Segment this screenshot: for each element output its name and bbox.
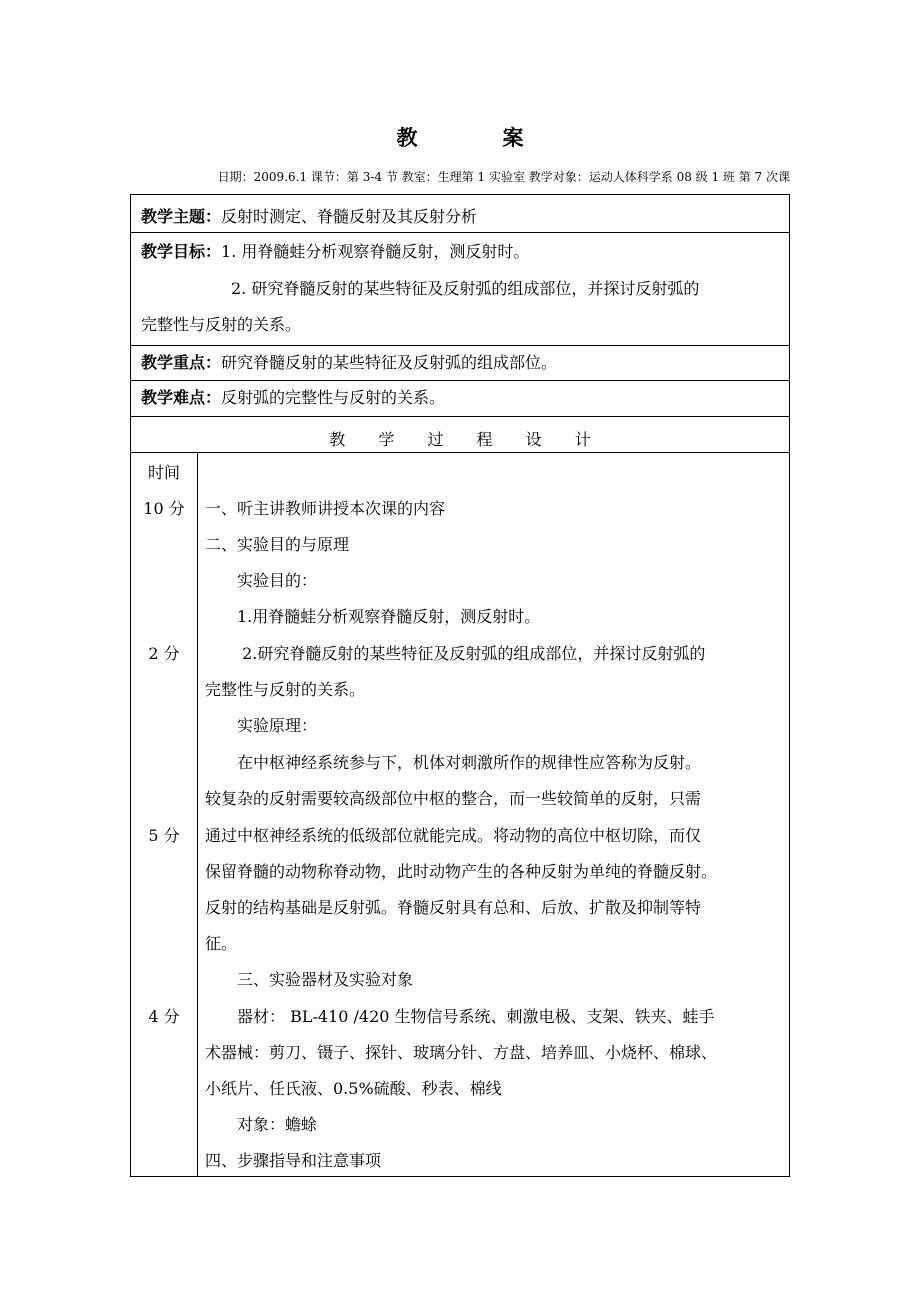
content-line: 三、实验器材及实验对象 xyxy=(205,970,414,989)
process-title: 教 学 过 程 设 计 xyxy=(329,430,605,449)
goals-line2: 2. 研究脊髓反射的某些特征及反射弧的组成部位，并探讨反射弧的 xyxy=(231,279,700,298)
document-title: 教 案 xyxy=(396,126,556,150)
content-line: 在中枢神经系统参与下，机体对刺激所作的规律性应答称为反射。 xyxy=(205,753,702,772)
goals-row xyxy=(141,240,529,264)
content-line: 完整性与反射的关系。 xyxy=(205,680,366,699)
lesson-plan-table xyxy=(130,194,790,1177)
divider xyxy=(131,452,789,453)
divider xyxy=(131,232,789,233)
goals-label: 教学目标： xyxy=(141,242,222,261)
goals-line3: 完整性与反射的关系。 xyxy=(141,315,302,334)
divider xyxy=(131,380,789,381)
difficulty-value: 反射弧的完整性与反射的关系。 xyxy=(221,388,446,407)
content-line: 实验原理： xyxy=(205,716,318,735)
divider xyxy=(131,416,789,417)
content-line: 1.用脊髓蛙分析观察脊髓反射，测反射时。 xyxy=(205,607,541,626)
difficulty-row xyxy=(141,386,445,410)
content-line: 器材： BL-410 /420 生物信号系统、刺激电极、支架、铁夹、蛙手 xyxy=(205,1007,715,1026)
content-line: 对象：蟾蜍 xyxy=(205,1115,318,1134)
time-header: 时间 xyxy=(147,463,180,482)
content-line: 四、步骤指导和注意事项 xyxy=(205,1151,382,1170)
goals-line1: 1. 用脊髓蛙分析观察脊髓反射，测反射时。 xyxy=(221,242,530,261)
theme-label: 教学主题： xyxy=(141,207,222,226)
keypoint-row xyxy=(141,351,557,375)
keypoint-value: 研究脊髓反射的某些特征及反射弧的组成部位。 xyxy=(221,353,558,372)
theme-value: 反射时测定、脊髓反射及其反射分析 xyxy=(221,207,478,226)
content-line: 2.研究脊髓反射的某些特征及反射弧的组成部位，并探讨反射弧的 xyxy=(205,644,706,663)
content-line: 小纸片、任氏液、0.5%硫酸、秒表、棉线 xyxy=(205,1079,502,1098)
content-line: 反射的结构基础是反射弧。脊髓反射具有总和、后放、扩散及抑制等特 xyxy=(205,898,702,917)
theme-row xyxy=(141,205,477,229)
keypoint-label: 教学重点： xyxy=(141,353,222,372)
content-line: 通过中枢神经系统的低级部位就能完成。将动物的高位中枢切除，而仅 xyxy=(205,826,702,845)
time-10: 10 分 xyxy=(143,499,185,518)
content-line: 实验目的： xyxy=(205,571,318,590)
time-5: 5 分 xyxy=(148,826,180,845)
content-line: 征。 xyxy=(205,934,238,953)
content-line: 较复杂的反射需要较高级部位中枢的整合，而一些较简单的反射，只需 xyxy=(205,789,702,808)
content-line: 术器械：剪刀、镊子、探针、玻璃分针、方盘、培养皿、小烧杯、棉球、 xyxy=(205,1043,718,1062)
time-column-divider xyxy=(197,453,198,1176)
divider xyxy=(131,345,789,346)
difficulty-label: 教学难点： xyxy=(141,388,222,407)
content-line: 保留脊髓的动物称脊动物，此时动物产生的各种反射为单纯的脊髓反射。 xyxy=(205,862,718,881)
content-line: 一、听主讲教师讲授本次课的内容 xyxy=(205,499,446,518)
time-2: 2 分 xyxy=(148,644,180,663)
content-line: 二、实验目的与原理 xyxy=(205,535,350,554)
lesson-meta: 日期：2009.6.1 课节：第 3-4 节 教室：生理第 1 实验室 教学对象：运动人体科学系 08 级 1 班 第 7 次课 xyxy=(217,170,790,184)
time-4: 4 分 xyxy=(148,1007,180,1026)
